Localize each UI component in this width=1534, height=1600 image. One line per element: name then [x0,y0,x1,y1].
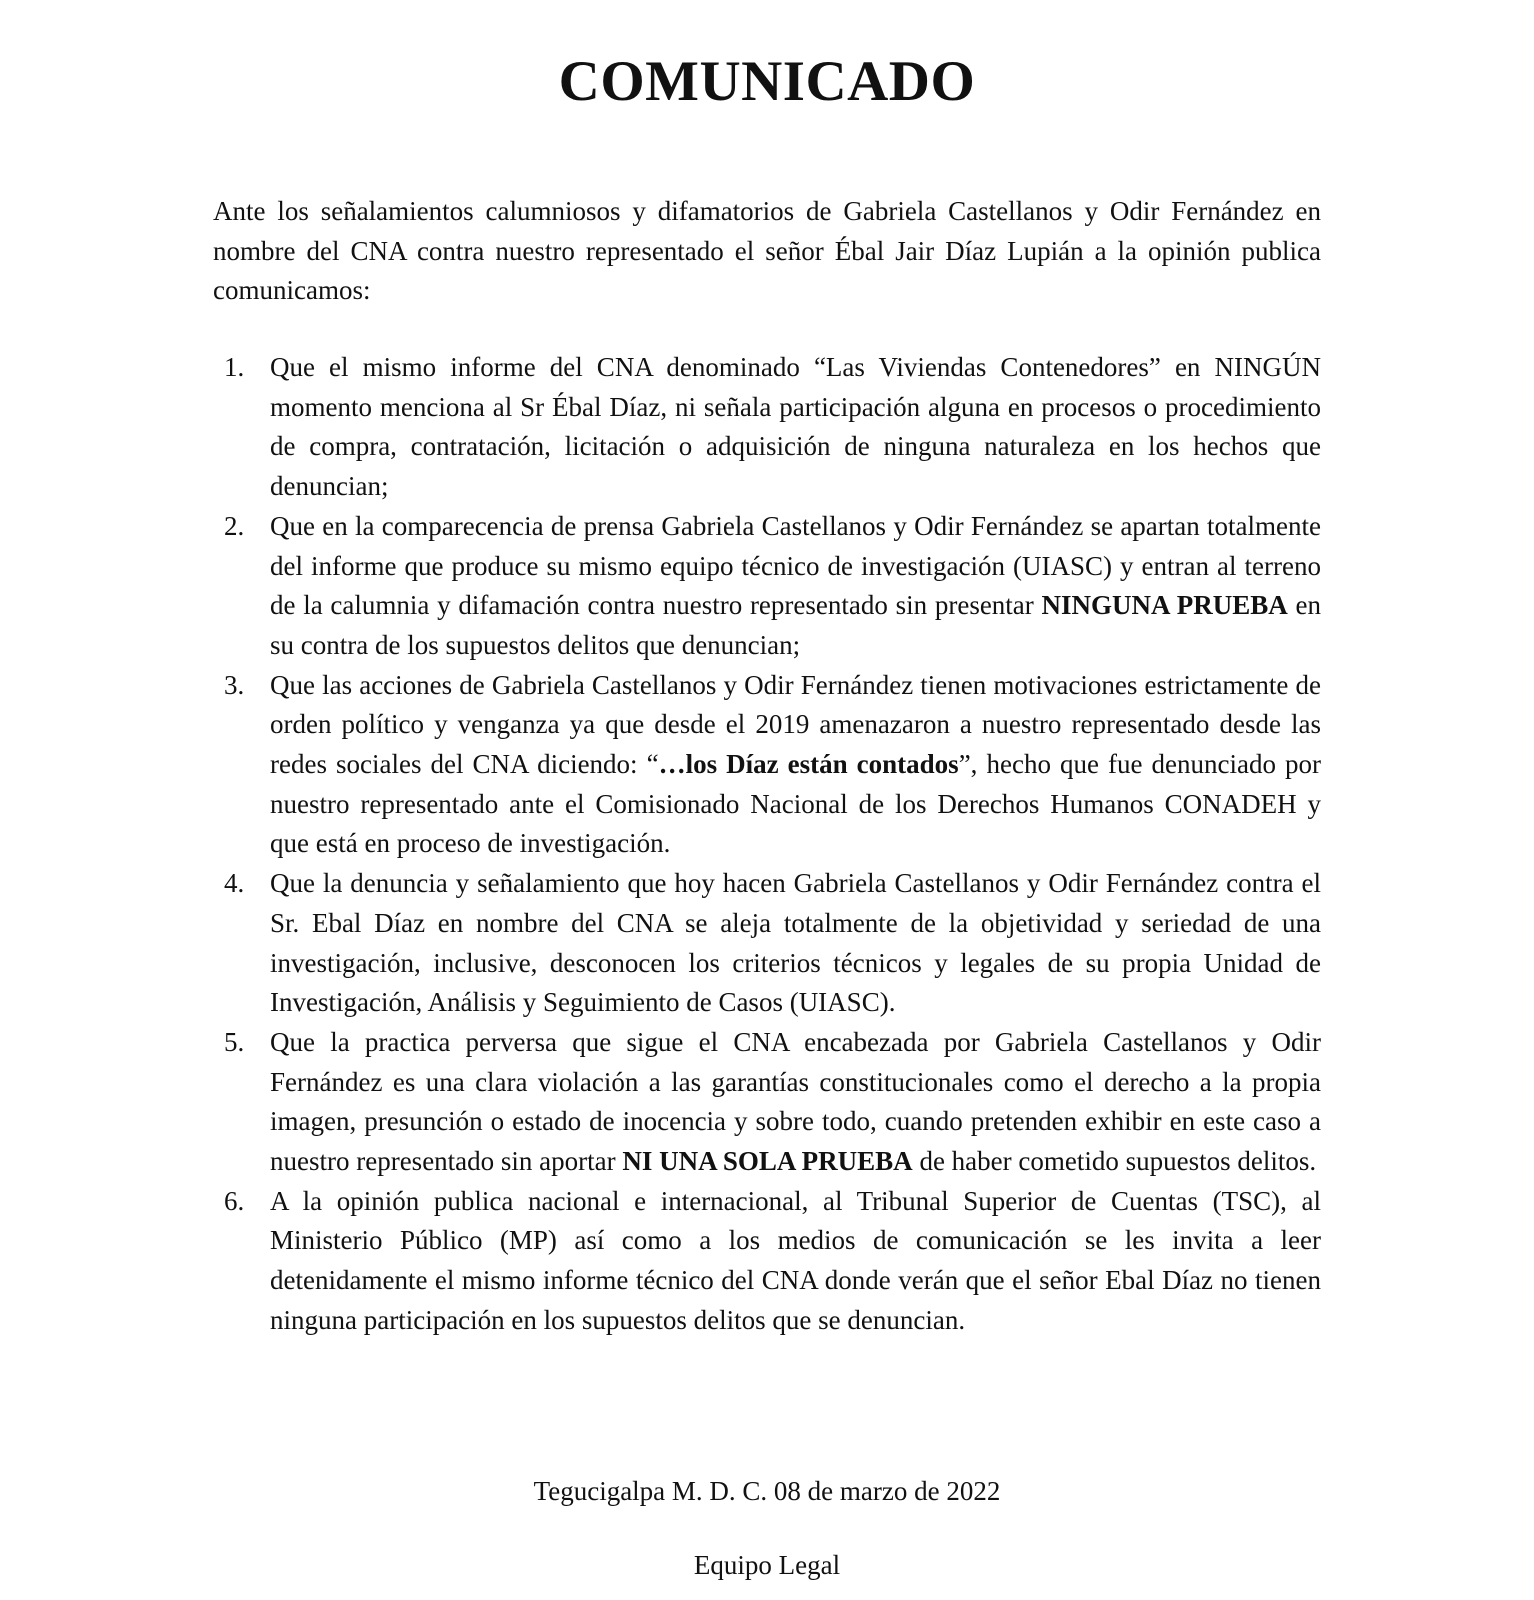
list-item-number: 2. [224,510,245,541]
list-item [213,666,1321,865]
list-item-text-after: ”, hecho que fue denunciado por nuestro representado ante el Comisionado Nacional de los Derechos Humanos CONADEH y que está en proceso de investigación. [270,749,1321,859]
list-item-text-before: Que la practica perversa que sigue el CNA encabezada por Gabriela Castellanos y Odir Fernández es una clara violación a las garantías constitucionales como el derecho a la propia imagen, presunción o estado de inocencia y sobre todo, cuando pretenden exhibir en este caso a nuestro representado sin aportar [270,1026,1321,1177]
list-item-number: 6. [224,1185,245,1216]
list-item-text: Que el mismo informe del CNA denominado “Las Viviendas Contenedores” en NINGÚN momento menciona al Sr Ébal Díaz, ni señala participación alguna en procesos o procedimiento de compra, contratación, licitación o adquisición de ninguna naturaleza en los hechos que denuncian; [270,352,1321,502]
list-item-text: A la opinión publica nacional e internacional, al Tribunal Superior de Cuentas (TSC), al Ministerio Público (MP) así como a los medios de comunicación se les invita a leer detenidamente el mismo informe técnico del CNA donde verán que el señor Ebal Díaz no tienen ninguna participación en los supuestos delitos que se denuncian. [270,1185,1321,1335]
list-item-text-after: en su contra de los supuestos delitos que denuncian; [270,590,1321,660]
list-item-text-before: Que las acciones de Gabriela Castellanos y Odir Fernández tienen motivaciones estrictamente de orden político y venganza ya que desde el 2019 amenazaron a nuestro representado desde las redes sociales del CNA diciendo: “ [270,669,1321,780]
list-item-text-after: de haber cometido supuestos delitos. [912,1146,1317,1177]
list-item-number: 4. [224,868,245,899]
list-item-text: Que la denuncia y señalamiento que hoy hacen Gabriela Castellanos y Odir Fernández contra el Sr. Ebal Díaz en nombre del CNA se aleja totalmente de la objetividad y seriedad de una investigación, inclusive, desconocen los criterios técnicos y legales de su propia Unidad de Investigación, Análisis y Seguimiento de Casos (UIASC). [270,868,1321,1018]
place-and-date: Tegucigalpa M. D. C. 08 de marzo de 2022 [533,1476,1001,1506]
intro-paragraph: Ante los señalamientos calumniosos y difamatorios de Gabriela Castellanos y Odir Fernández en nombre del CNA contra nuestro representado el señor Ébal Jair Díaz Lupián a la opinión publica comunicamos: [213,196,1321,306]
list-item [213,1182,1321,1341]
list-item-number: 5. [224,1026,245,1057]
list-item-bold-text: …los Díaz están contados [658,749,959,780]
document-title: COMUNICADO [558,50,976,113]
list-item [213,864,1321,1023]
signature: Equipo Legal [693,1550,841,1580]
list-item-bold-text: NINGUNA PRUEBA [1041,590,1288,621]
list-item [213,507,1321,666]
list-item-bold-text: NI UNA SOLA PRUEBA [622,1146,913,1177]
list-item [213,1023,1321,1182]
list-item-text-before: Que en la comparecencia de prensa Gabriela Castellanos y Odir Fernández se apartan totalmente del informe que produce su mismo equipo técnico de investigación (UIASC) y entran al terreno de la calumnia y difamación contra nuestro representado sin presentar [270,510,1321,621]
list-item [213,348,1321,507]
list-item-number: 1. [224,352,245,382]
list-item-number: 3. [224,669,245,700]
points-list [213,348,1321,1341]
